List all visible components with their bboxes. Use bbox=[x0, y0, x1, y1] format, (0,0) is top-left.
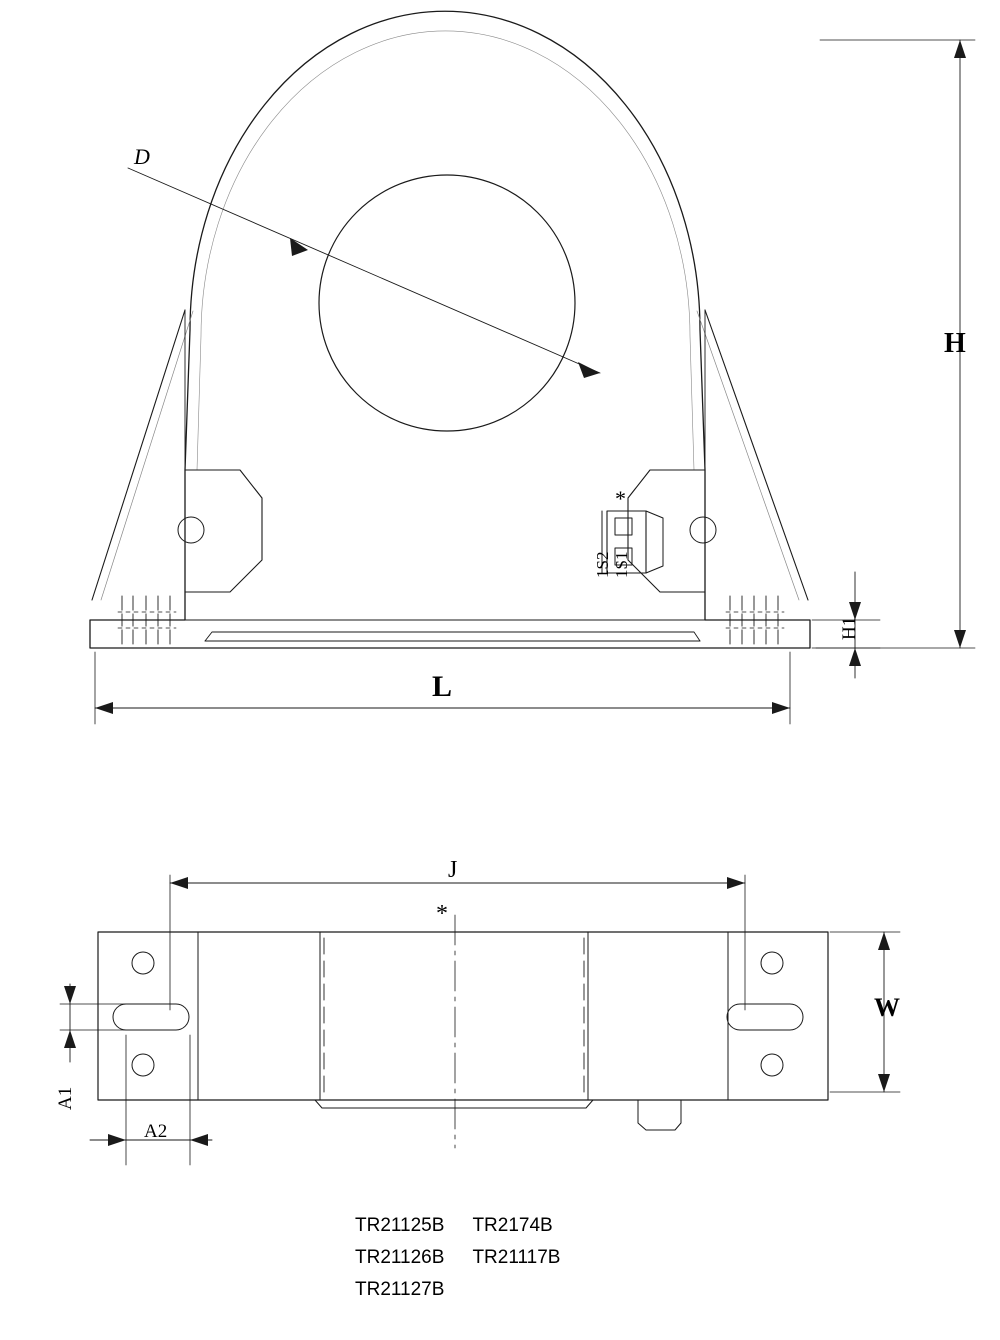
terminal-label-1s1: 1S1 bbox=[612, 551, 631, 578]
part-number bbox=[472, 1279, 588, 1311]
dimension-label-a2: A2 bbox=[144, 1121, 168, 1142]
dimension-label-j: J bbox=[448, 857, 458, 883]
part-number-list bbox=[355, 1215, 588, 1311]
part-row bbox=[355, 1215, 588, 1247]
part-row bbox=[355, 1279, 588, 1311]
terminal-label-1s2: 1S2 bbox=[593, 551, 612, 578]
part-number: TR21127B bbox=[355, 1279, 445, 1300]
plan-view-dimension-lines bbox=[60, 875, 900, 1165]
part-number: TR2174B bbox=[472, 1215, 553, 1236]
dimension-label-h: H bbox=[944, 328, 966, 359]
dimension-label-d: D bbox=[134, 144, 150, 169]
dimension-label-h1: H1 bbox=[839, 616, 860, 640]
polarity-marker-plan: * bbox=[436, 901, 448, 927]
dimension-label-a1: A1 bbox=[55, 1086, 76, 1110]
part-number: TR21126B bbox=[355, 1247, 445, 1268]
part-number: TR21125B bbox=[355, 1215, 445, 1236]
part-row bbox=[355, 1247, 588, 1279]
front-view-body bbox=[90, 11, 810, 648]
dimension-label-l: L bbox=[432, 670, 453, 703]
part-number: TR21117B bbox=[472, 1247, 561, 1268]
polarity-marker-front: * bbox=[615, 486, 626, 511]
dimension-label-w: W bbox=[874, 993, 900, 1022]
plan-view-body bbox=[98, 915, 828, 1148]
